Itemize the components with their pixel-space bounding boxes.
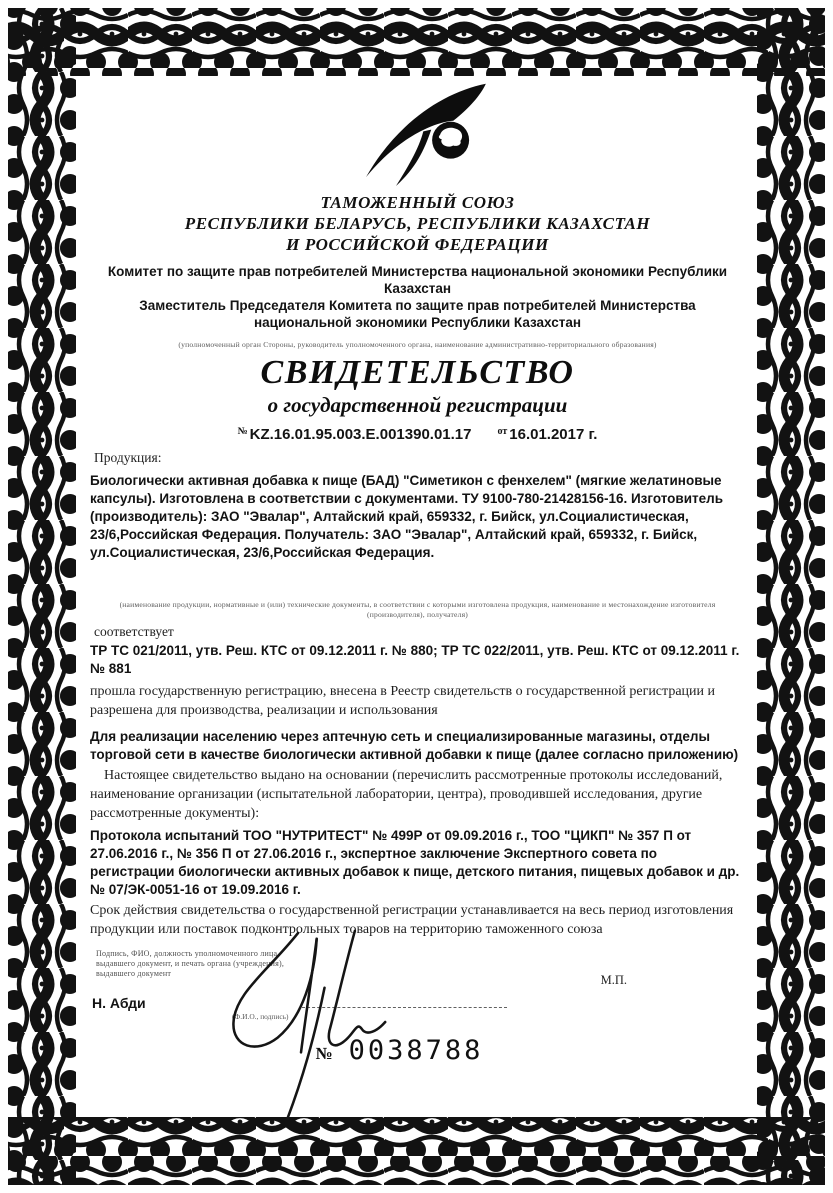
serial-number-sign: № — [315, 1044, 333, 1064]
issuing-authority — [90, 263, 745, 331]
conforms-label: соответствует — [94, 624, 174, 640]
signature-sub-caption: (Ф.И.О., подпись) — [232, 1012, 289, 1022]
union-title-line: РЕСПУБЛИКИ БЕЛАРУСЬ, РЕСПУБЛИКИ КАЗАХСТАН — [184, 214, 651, 233]
customs-union-bird-emblem — [343, 82, 493, 186]
number-sign: № — [237, 426, 248, 438]
signature-caption-line: выдавшего документ, и печать органа (учреждения), — [96, 959, 285, 969]
basis-text: Настоящее свидетельство выдано на основании (перечислить рассмотренные протоколы исследований, наименование организации (испытательной лаборатории, центра), проводившей исследования, другие рассмотренные документы): — [90, 768, 723, 822]
product-label: Продукция: — [94, 450, 162, 466]
serial-number: 0038788 — [348, 1035, 484, 1067]
union-title-line: И РОССИЙСКОЙ ФЕДЕРАЦИИ — [286, 235, 549, 254]
serial-number-line — [72, 1035, 727, 1066]
distribution-text: Для реализации населению через аптечную сеть и специализированные магазины, отделы торговой сети в качестве биологически активной добавки к пище (далее согласно приложению) — [90, 729, 739, 763]
signature-line — [302, 1007, 507, 1008]
signature-caption-line: выдавшего документ — [96, 968, 172, 978]
validity-text: Срок действия свидетельства о государственной регистрации устанавливается на весь период изготовления продукции или поставок подконтрольных товаров на территорию таможенного союза — [90, 903, 734, 938]
regulations-text: ТР ТС 021/2011, утв. Реш. КТС от 09.12.2011 г. № 880; ТР ТС 022/2011, утв. Реш. КТС от 09.12.2011 г. № 881 — [90, 643, 740, 677]
document-title: СВИДЕТЕЛЬСТВО — [260, 354, 575, 392]
authority-deputy: Заместитель Председателя Комитета по защите прав потребителей Министерства национальной экономики Республики Казахстан — [139, 298, 696, 330]
signer-name: Н. Абди — [92, 995, 146, 1012]
certificate-number-line — [90, 426, 745, 443]
product-description: Биологически активная добавка к пище (БАД) "Симетикон с фенхелем" (мягкие желатиновые капсулы). Изготовлена в соответствии с документами. ТУ 9100-780-21428156-16. Изготовитель (производитель): ЗАО "Эвалар", Алтайский край, 659332, г. Бийск, ул.Социалистическая, 23/6,Российская Федерация. Получатель: ЗАО "Эвалар", Алтайский край, 659332, г. Бийск, ул.Социалистическая, 23/6,Российская Федерация. — [90, 473, 724, 561]
union-title-line: ТАМОЖЕННЫЙ СОЮЗ — [320, 193, 515, 212]
protocols-text: Протокола испытаний ТОО "НУТРИТЕСТ" № 499Р от 09.09.2016 г., ТОО "ЦИКП" № 357 П от 27.06.2016 г., № 356 П от 27.06.2016 г., экспертное заключение Экспертного совета по регистрации биологически активных добавок к пище, детского питания, пищевых добавок и др. № 07/ЭК-0051-16 от 19.09.2016 г. — [90, 828, 740, 898]
date-label: от — [497, 426, 508, 438]
registration-text: прошла государственную регистрацию, внесена в Реестр свидетельств о государственной регистрации и разрешена для производства, реализации и использования — [90, 684, 715, 719]
product-caption: (наименование продукции, нормативные и (или) технические документы, в соответствии с которыми изготовлена продукция, наименование и местонахождение изготовителя (производителя), получателя) — [119, 600, 716, 619]
document-subtitle: о государственной регистрации — [267, 393, 568, 418]
certificate-number: KZ.16.01.95.003.E.001390.01.17 — [249, 426, 472, 444]
stamp-place-label: М.П. — [600, 973, 627, 988]
signature-caption-block — [96, 949, 284, 978]
union-title — [90, 192, 745, 255]
signature-block — [90, 949, 745, 1033]
signature-caption-line: Подпись, ФИО, должность уполномоченного лица, — [96, 949, 280, 959]
certificate-content — [90, 82, 745, 1066]
certificate-date: 16.01.2017 г. — [509, 426, 598, 444]
authority-committee: Комитет по защите прав потребителей Министерства национальной экономики Республики Казахстан — [107, 264, 728, 296]
authority-caption: (уполномоченный орган Стороны, руководитель уполномоченного органа, наименование административно-территориального образования) — [178, 340, 657, 349]
